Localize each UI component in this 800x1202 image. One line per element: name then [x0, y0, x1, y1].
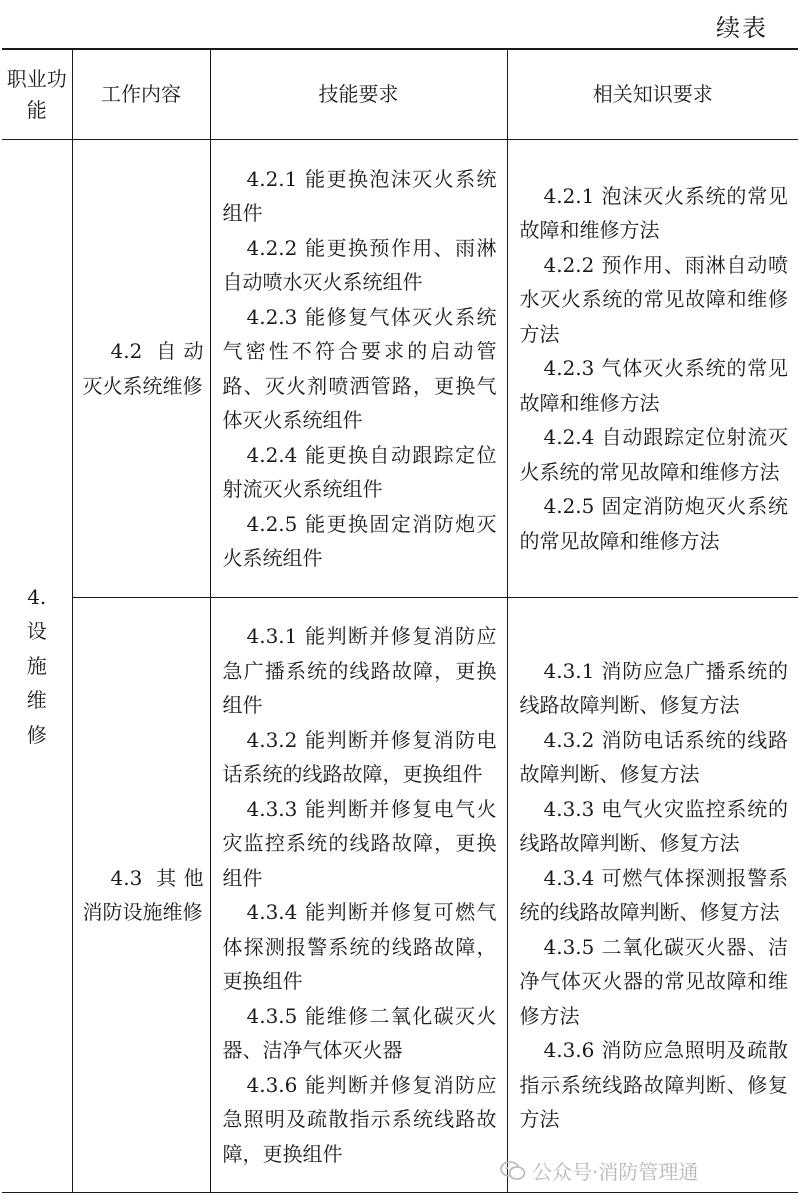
watermark [500, 1156, 698, 1185]
header-content: 工作内容 [72, 49, 210, 140]
header-skills: 技能要求 [210, 49, 507, 140]
table-continuation-caption: 续表 [716, 14, 768, 42]
skill-item: 4.2.3 能修复气体灭火系统气密性不符合要求的启动管路、灭火剂喷洒管路，更换气体灭火系统组件 [222, 304, 497, 432]
skill-item: 4.2.5 能更换固定消防炮灭火系统组件 [222, 511, 497, 570]
knowledge-item: 4.2.2 预作用、雨淋自动喷水灭火系统的常见故障和维修方法 [519, 252, 788, 346]
work-content-text: 4.2 自动灭火系统维修 [82, 339, 204, 398]
function-char: 维 [26, 688, 47, 713]
knowledge-item: 4.3.6 消防应急照明及疏散指示系统线路故障判断、修复方法 [519, 1038, 788, 1131]
skill-item: 4.2.1 能更换泡沫灭火系统组件 [222, 166, 497, 225]
skill-item: 4.2.4 能更换自动跟踪定位射流灭火系统组件 [222, 442, 497, 501]
skill-item: 4.3.1 能判断并修复消防应急广播系统的线路故障，更换组件 [222, 624, 497, 717]
knowledge-item: 4.3.3 电气火灾监控系统的线路故障判断、修复方法 [519, 796, 788, 855]
skill-item: 4.3.5 能维修二氧化碳灭火器、洁净气体灭火器 [222, 1003, 497, 1062]
skill-item: 4.3.6 能判断并修复消防应急照明及疏散指示系统线路故障，更换组件 [222, 1072, 497, 1166]
knowledge-item: 4.2.3 气体灭火系统的常见故障和维修方法 [519, 356, 788, 415]
work-content-cell [72, 598, 210, 1193]
function-cell [2, 140, 72, 1193]
skill-item: 4.3.2 能判断并修复消防电话系统的线路故障，更换组件 [222, 727, 497, 786]
work-content-text: 4.3 其他消防设施维修 [82, 865, 204, 924]
knowledge-cell [507, 140, 798, 598]
knowledge-item: 4.2.4 自动跟踪定位射流灭火系统的常见故障和维修方法 [519, 425, 788, 484]
function-number: 4. [27, 584, 47, 609]
table-row [2, 598, 798, 1193]
knowledge-item: 4.3.2 消防电话系统的线路故障判断、修复方法 [519, 727, 788, 786]
work-content-cell [72, 140, 210, 598]
table-row [2, 140, 798, 598]
knowledge-item: 4.3.4 可燃气体探测报警系统的线路故障判断、修复方法 [519, 865, 788, 924]
knowledge-item: 4.2.5 固定消防炮灭火系统的常见故障和维修方法 [519, 494, 788, 553]
function-char: 施 [26, 653, 47, 678]
knowledge-item: 4.3.5 二氧化碳灭火器、洁净气体灭火器的常见故障和维修方法 [519, 934, 788, 1028]
function-char: 修 [26, 722, 47, 747]
wechat-icon [500, 1161, 526, 1181]
watermark-text: 公众号·消防管理通 [532, 1160, 699, 1184]
skill-item: 4.3.3 能判断并修复电气火灾监控系统的线路故障，更换组件 [222, 796, 497, 890]
header-knowledge: 相关知识要求 [507, 49, 798, 140]
header-function: 职业功能 [2, 49, 72, 140]
skills-cell [210, 598, 507, 1193]
knowledge-item: 4.3.1 消防应急广播系统的线路故障判断、修复方法 [519, 658, 788, 717]
function-char: 设 [26, 619, 47, 644]
knowledge-cell [507, 598, 798, 1193]
skill-item: 4.2.2 能更换预作用、雨淋自动喷水灭火系统组件 [222, 235, 497, 294]
skills-cell [210, 140, 507, 598]
skill-item: 4.3.4 能判断并修复可燃气体探测报警系统的线路故障，更换组件 [222, 900, 497, 993]
table-header-row [2, 49, 798, 140]
knowledge-item: 4.2.1 泡沫灭火系统的常见故障和维修方法 [519, 183, 788, 243]
skills-standard-table [2, 48, 798, 1193]
